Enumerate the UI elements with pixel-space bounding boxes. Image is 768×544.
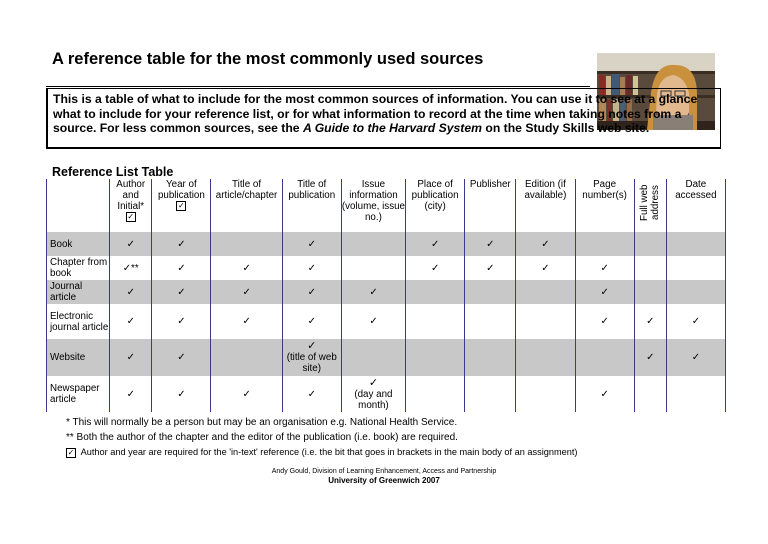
check-icon: ✓ bbox=[282, 304, 341, 339]
row-label-chapter: Chapter from book bbox=[47, 256, 110, 280]
header-date-accessed: Date accessed bbox=[666, 179, 725, 232]
header-row bbox=[47, 179, 726, 232]
header-web-address: Full web address bbox=[634, 179, 666, 232]
table-row bbox=[47, 280, 726, 304]
header-publisher: Publisher bbox=[465, 179, 516, 232]
check-icon: ✓ bbox=[152, 256, 211, 280]
check-icon: ✓** bbox=[110, 256, 152, 280]
check-icon: ✓ bbox=[211, 280, 282, 304]
checkbox-icon: ✓ bbox=[178, 201, 185, 211]
check-icon: ✓ bbox=[634, 304, 666, 339]
footer-university: University of Greenwich 2007 bbox=[328, 476, 440, 485]
title-web-site-cell bbox=[282, 339, 341, 376]
check-icon: ✓ bbox=[110, 304, 152, 339]
header-title-publication: Title of publication bbox=[282, 179, 341, 232]
check-icon: ✓ bbox=[368, 376, 379, 389]
check-icon: ✓ bbox=[516, 232, 575, 256]
guide-title: A Guide to the Harvard System bbox=[302, 121, 482, 136]
header-year: Year of publication ✓ bbox=[152, 179, 211, 232]
header-title-article: Title of article/chapter bbox=[211, 179, 282, 232]
header-issue: Issue information (volume, issue no.) bbox=[341, 179, 405, 232]
check-icon: ✓ bbox=[516, 256, 575, 280]
row-label-electronic-journal: Electronic journal article bbox=[47, 304, 110, 339]
check-icon: ✓ bbox=[282, 376, 341, 412]
check-icon: ✓ bbox=[282, 280, 341, 304]
check-icon: ✓ bbox=[634, 339, 666, 376]
check-icon: ✓ bbox=[110, 232, 152, 256]
day-and-month-note: (day and month) bbox=[354, 388, 393, 411]
check-icon: ✓ bbox=[152, 232, 211, 256]
day-month-cell bbox=[341, 376, 405, 412]
check-icon: ✓ bbox=[406, 232, 465, 256]
table-row bbox=[47, 304, 726, 339]
footnote-1: * This will normally be a person but may be an organisation e.g. National Health Service. bbox=[66, 417, 458, 428]
check-icon: ✓ bbox=[341, 280, 405, 304]
header-page: Page number(s) bbox=[575, 179, 634, 232]
row-label-website: Website bbox=[47, 339, 110, 376]
check-icon: ✓ bbox=[110, 280, 152, 304]
check-icon: ✓ bbox=[341, 304, 405, 339]
check-icon: ✓ bbox=[575, 280, 634, 304]
check-icon: ✓ bbox=[110, 376, 152, 412]
intro-text-end: on the Study Skills web site. bbox=[481, 121, 650, 136]
header-edition: Edition (if available) bbox=[516, 179, 575, 232]
page-title: A reference table for the most commonly used sources bbox=[52, 50, 484, 68]
check-icon: ✓ bbox=[575, 256, 634, 280]
footnote-2: ** Both the author of the chapter and the editor of the publication (i.e. book) are required. bbox=[66, 431, 458, 443]
check-icon: ✓ bbox=[152, 280, 211, 304]
check-icon: ✓ bbox=[307, 340, 317, 352]
title-divider bbox=[46, 86, 590, 87]
check-icon: ✓ bbox=[465, 256, 516, 280]
intro-text: This is a table of what to include for the most common sources of information. You can use it to see at a glance what to include for your reference list, or for what information to record at the time when taking notes from a source. For less common sources, see the bbox=[53, 92, 698, 136]
check-icon: ✓ bbox=[211, 304, 282, 339]
header-empty bbox=[47, 179, 110, 232]
row-label-book: Book bbox=[47, 232, 110, 256]
checkbox-icon: ✓ bbox=[67, 447, 75, 457]
check-icon: ✓ bbox=[282, 256, 341, 280]
table-caption: Reference List Table bbox=[52, 165, 174, 179]
table-row bbox=[47, 376, 726, 412]
table-row bbox=[47, 256, 726, 280]
footnotes bbox=[66, 416, 577, 460]
check-icon: ✓ bbox=[575, 376, 634, 412]
header-place: Place of publication (city) bbox=[406, 179, 465, 232]
table-row bbox=[47, 339, 726, 376]
reference-table bbox=[46, 179, 726, 412]
title-of-web-site-note: (title of web site) bbox=[286, 352, 337, 374]
footer-author: Andy Gould, Division of Learning Enhancement, Access and Partnership bbox=[271, 468, 497, 475]
row-label-journal: Journal article bbox=[47, 280, 110, 304]
header-author: Author and Initial* ✓ bbox=[110, 179, 152, 232]
check-icon: ✓ bbox=[152, 304, 211, 339]
intro-box bbox=[46, 88, 721, 149]
checkbox-icon: ✓ bbox=[127, 212, 135, 222]
check-icon: ✓ bbox=[666, 339, 725, 376]
footer bbox=[0, 467, 768, 485]
row-label-newspaper: Newspaper article bbox=[47, 376, 110, 412]
check-icon: ✓ bbox=[152, 376, 211, 412]
check-icon: ✓ bbox=[575, 304, 634, 339]
check-icon: ✓ bbox=[406, 256, 465, 280]
check-icon: ✓ bbox=[152, 339, 211, 376]
check-icon: ✓ bbox=[211, 376, 282, 412]
check-icon: ✓ bbox=[211, 256, 282, 280]
table-row bbox=[47, 232, 726, 256]
check-icon: ✓ bbox=[666, 304, 725, 339]
check-icon: ✓ bbox=[282, 232, 341, 256]
footnote-3: ✓ Author and year are required for the 'in-text' reference (i.e. the bit that goes in brackets in the main body of an assignment) bbox=[67, 447, 578, 457]
check-icon: ✓ bbox=[110, 339, 152, 376]
check-icon: ✓ bbox=[465, 232, 516, 256]
